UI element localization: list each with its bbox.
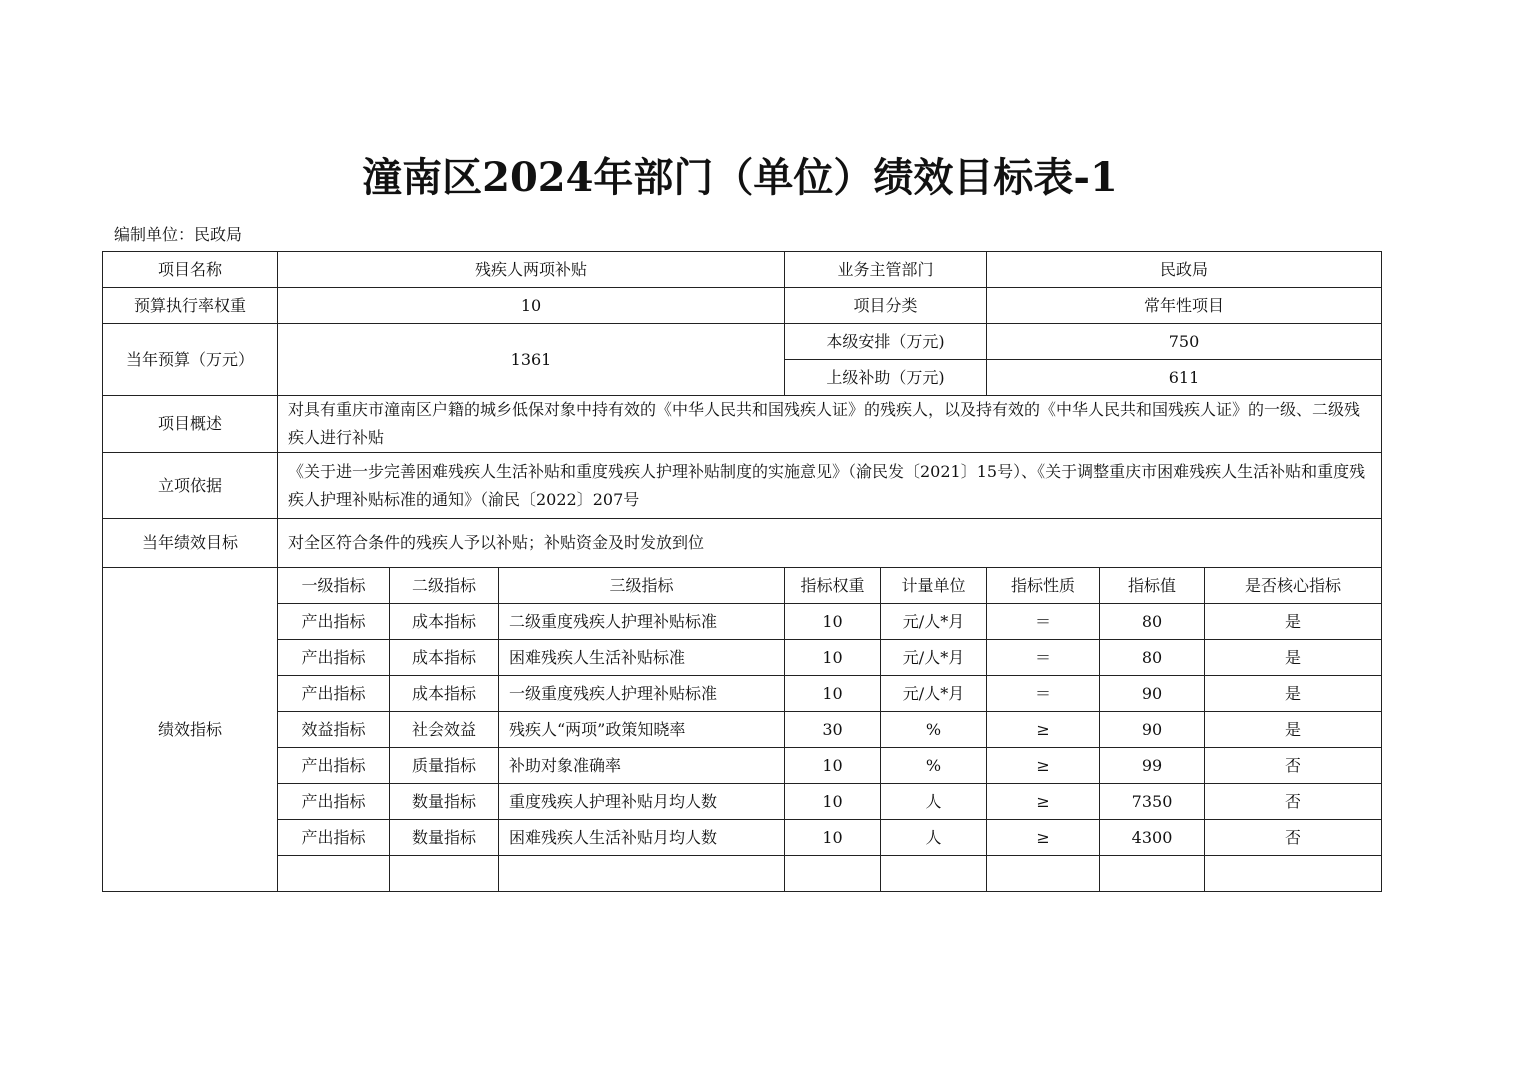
level2-cell: 成本指标 <box>390 640 499 676</box>
value-cell: 90 <box>1100 712 1205 748</box>
upper-label: 上级补助（万元) <box>785 360 987 396</box>
compiler-unit: 编制单位：民政局 <box>114 225 243 244</box>
level1-cell: 产出指标 <box>278 676 390 712</box>
header-weight: 指标权重 <box>785 568 881 604</box>
goal-text: 对全区符合条件的残疾人予以补贴；补贴资金及时发放到位 <box>278 519 1382 568</box>
table-row <box>103 712 1382 748</box>
unit-cell: 元/人*月 <box>881 676 987 712</box>
goal-label: 当年绩效目标 <box>103 519 278 568</box>
value-cell: 7350 <box>1100 784 1205 820</box>
upper-value: 611 <box>987 360 1382 396</box>
level2-cell: 质量指标 <box>390 748 499 784</box>
nature-cell: ＝ <box>987 640 1100 676</box>
row-project-name <box>103 252 1382 288</box>
level2-cell: 成本指标 <box>390 604 499 640</box>
row-overview <box>103 396 1382 453</box>
level1-cell: 产出指标 <box>278 640 390 676</box>
nature-cell: ≥ <box>987 712 1100 748</box>
indicators-section-label: 绩效指标 <box>103 568 278 892</box>
level2-cell: 数量指标 <box>390 784 499 820</box>
level2-cell: 社会效益 <box>390 712 499 748</box>
header-nature: 指标性质 <box>987 568 1100 604</box>
core-cell: 是 <box>1205 640 1382 676</box>
level1-cell: 产出指标 <box>278 820 390 856</box>
unit-cell: 元/人*月 <box>881 640 987 676</box>
weight-cell: 10 <box>785 640 881 676</box>
budget-value: 1361 <box>278 324 785 396</box>
header-value: 指标值 <box>1100 568 1205 604</box>
table-row <box>103 640 1382 676</box>
basis-text: 《关于进一步完善困难残疾人生活补贴和重度残疾人护理补贴制度的实施意见》（渝民发〔2021〕15号）、《关于调整重庆市困难残疾人生活补贴和重度残疾人护理补贴标准的通知》（渝民〔2022〕207号 <box>278 453 1382 519</box>
value-cell: 80 <box>1100 640 1205 676</box>
dept-label: 业务主管部门 <box>785 252 987 288</box>
weight-cell: 10 <box>785 748 881 784</box>
level3-cell: 困难残疾人生活补贴月均人数 <box>499 820 785 856</box>
header-level1: 一级指标 <box>278 568 390 604</box>
rate-label: 预算执行率权重 <box>103 288 278 324</box>
project-name-value: 残疾人两项补贴 <box>278 252 785 288</box>
table-row <box>103 748 1382 784</box>
core-cell: 是 <box>1205 604 1382 640</box>
value-cell: 80 <box>1100 604 1205 640</box>
nature-cell: ＝ <box>987 676 1100 712</box>
weight-cell: 10 <box>785 784 881 820</box>
dept-value: 民政局 <box>987 252 1382 288</box>
unit-cell: 人 <box>881 784 987 820</box>
unit-cell: % <box>881 712 987 748</box>
core-cell: 否 <box>1205 784 1382 820</box>
level1-cell: 产出指标 <box>278 604 390 640</box>
performance-target-table <box>102 251 1382 892</box>
category-label: 项目分类 <box>785 288 987 324</box>
row-basis <box>103 453 1382 519</box>
weight-cell: 10 <box>785 820 881 856</box>
level1-cell: 产出指标 <box>278 784 390 820</box>
category-value: 常年性项目 <box>987 288 1382 324</box>
table-row <box>103 604 1382 640</box>
level2-cell: 成本指标 <box>390 676 499 712</box>
table-row <box>103 676 1382 712</box>
core-cell: 否 <box>1205 748 1382 784</box>
header-level3: 三级指标 <box>499 568 785 604</box>
weight-cell: 10 <box>785 604 881 640</box>
level3-cell: 残疾人“两项”政策知晓率 <box>499 712 785 748</box>
level3-cell: 补助对象准确率 <box>499 748 785 784</box>
table-row <box>103 784 1382 820</box>
unit-cell: % <box>881 748 987 784</box>
table-row <box>103 820 1382 856</box>
header-level2: 二级指标 <box>390 568 499 604</box>
level3-cell: 重度残疾人护理补贴月均人数 <box>499 784 785 820</box>
nature-cell: ≥ <box>987 748 1100 784</box>
level1-cell: 产出指标 <box>278 748 390 784</box>
unit-cell: 元/人*月 <box>881 604 987 640</box>
indicator-header-row <box>103 568 1382 604</box>
level1-cell: 效益指标 <box>278 712 390 748</box>
level3-cell: 一级重度残疾人护理补贴标准 <box>499 676 785 712</box>
weight-cell: 30 <box>785 712 881 748</box>
nature-cell: ≥ <box>987 784 1100 820</box>
basis-label: 立项依据 <box>103 453 278 519</box>
header-core: 是否核心指标 <box>1205 568 1382 604</box>
nature-cell: ≥ <box>987 820 1100 856</box>
row-budget-rate <box>103 288 1382 324</box>
core-cell: 是 <box>1205 712 1382 748</box>
value-cell: 4300 <box>1100 820 1205 856</box>
nature-cell: ＝ <box>987 604 1100 640</box>
local-label: 本级安排（万元) <box>785 324 987 360</box>
core-cell: 否 <box>1205 820 1382 856</box>
level3-cell: 二级重度残疾人护理补贴标准 <box>499 604 785 640</box>
rate-value: 10 <box>278 288 785 324</box>
header-unit: 计量单位 <box>881 568 987 604</box>
level3-cell: 困难残疾人生活补贴标准 <box>499 640 785 676</box>
project-name-label: 项目名称 <box>103 252 278 288</box>
level2-cell: 数量指标 <box>390 820 499 856</box>
budget-label: 当年预算（万元） <box>103 324 278 396</box>
unit-cell: 人 <box>881 820 987 856</box>
page-title: 潼南区2024年部门（单位）绩效目标表-1 <box>362 154 1118 201</box>
overview-label: 项目概述 <box>103 396 278 453</box>
overview-text: 对具有重庆市潼南区户籍的城乡低保对象中持有效的《中华人民共和国残疾人证》的残疾人，以及持有效的《中华人民共和国残疾人证》的一级、二级残疾人进行补贴 <box>278 396 1382 453</box>
row-budget-local <box>103 324 1382 360</box>
core-cell: 是 <box>1205 676 1382 712</box>
weight-cell: 10 <box>785 676 881 712</box>
empty-table-row <box>103 856 1382 892</box>
local-value: 750 <box>987 324 1382 360</box>
row-goal <box>103 519 1382 568</box>
value-cell: 90 <box>1100 676 1205 712</box>
value-cell: 99 <box>1100 748 1205 784</box>
